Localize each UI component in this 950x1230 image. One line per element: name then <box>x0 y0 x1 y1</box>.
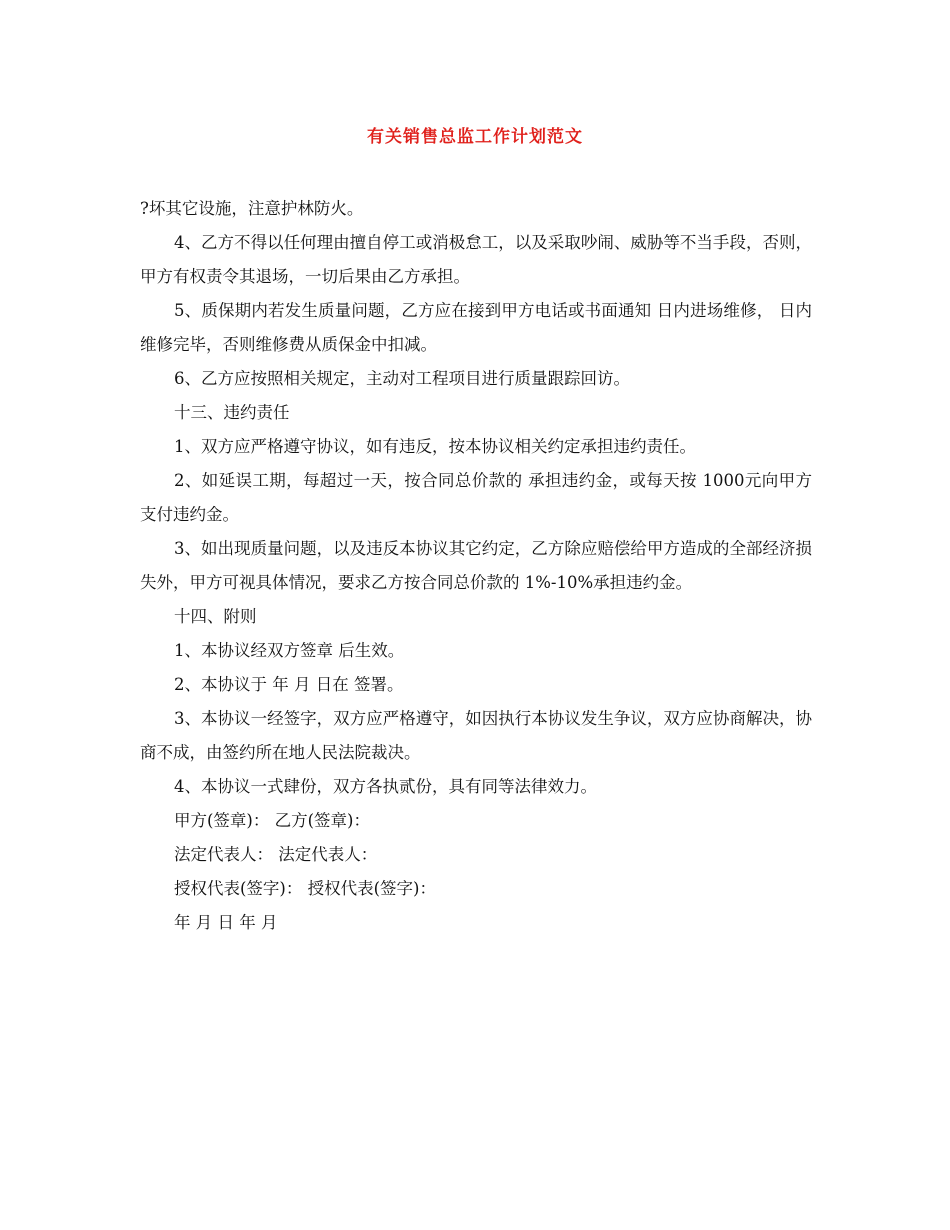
signature-line: 法定代表人： 法定代表人： <box>174 845 378 864</box>
signature-line: 甲方(签章)： 乙方(签章)： <box>174 811 370 830</box>
paragraph: 3、如出现质量问题，以及违反本协议其它约定，乙方除应赔偿给甲方造成的全部经济损失外，甲方可视具体情况，要求乙方按合同总价款的 1%-10%承担违约金。 <box>140 539 812 592</box>
signature-line: 授权代表(签字)： 授权代表(签字)： <box>174 879 436 898</box>
document-title: 有关销售总监工作计划范文 <box>367 127 583 147</box>
paragraph: 4、本协议一式肆份，双方各执贰份，具有同等法律效力。 <box>174 777 597 796</box>
document-body <box>140 192 812 940</box>
paragraph: 1、本协议经双方签章 后生效。 <box>174 641 405 660</box>
section-heading: 十三、违约责任 <box>174 403 290 422</box>
paragraph: 1、双方应严格遵守协议，如有违反，按本协议相关约定承担违约责任。 <box>174 437 696 456</box>
paragraph: ?坏其它设施，注意护林防火。 <box>140 199 364 218</box>
paragraph: 5、质保期内若发生质量问题，乙方应在接到甲方电话或书面通知 日内进场维修， 日内维修完毕，否则维修费从质保金中扣减。 <box>140 301 812 354</box>
paragraph: 2、如延误工期，每超过一天，按合同总价款的 承担违约金，或每天按 1000元向甲方支付违约金。 <box>140 471 812 524</box>
paragraph: 6、乙方应按照相关规定，主动对工程项目进行质量跟踪回访。 <box>174 369 630 388</box>
section-heading: 十四、附则 <box>174 607 257 626</box>
paragraph: 4、乙方不得以任何理由擅自停工或消极怠工，以及采取吵闹、威胁等不当手段，否则，甲方有权责令其退场，一切后果由乙方承担。 <box>140 233 812 286</box>
paragraph: 2、本协议于 年 月 日在 签署。 <box>174 675 404 694</box>
date-line: 年 月 日 年 月 <box>174 913 278 932</box>
paragraph: 3、本协议一经签字，双方应严格遵守，如因执行本协议发生争议，双方应协商解决，协商不成，由签约所在地人民法院裁决。 <box>140 709 812 762</box>
